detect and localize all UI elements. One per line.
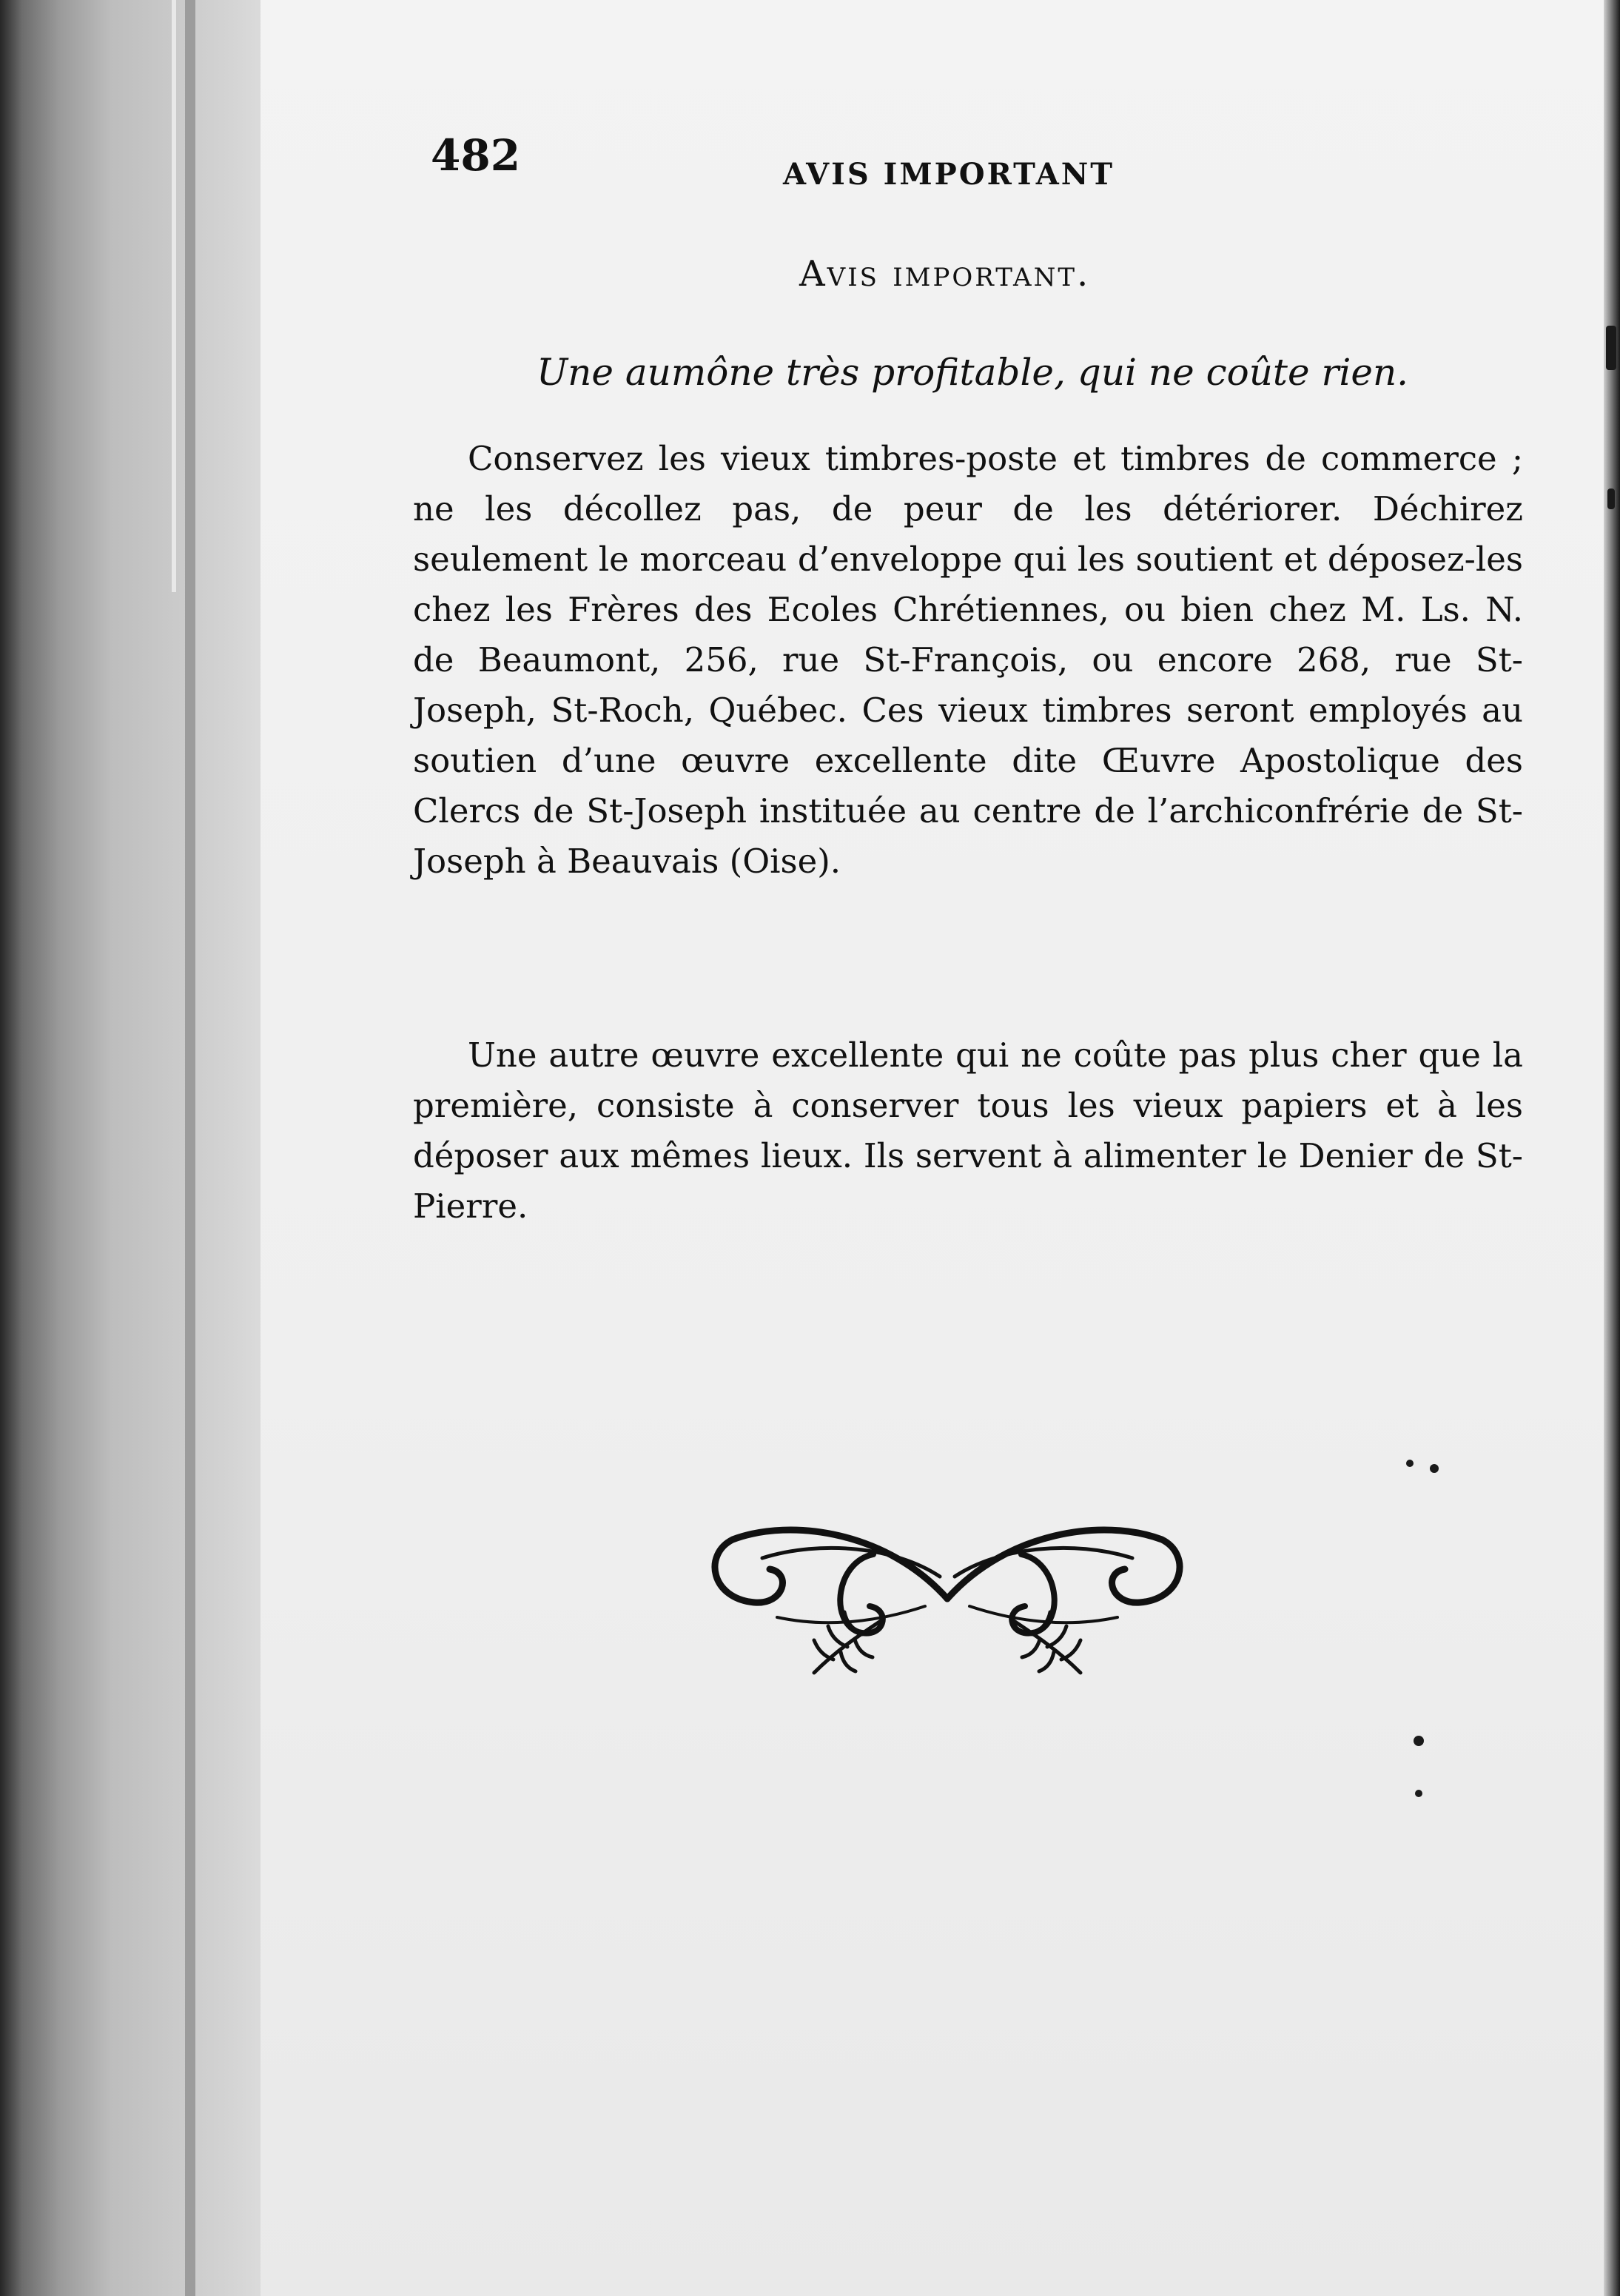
spine-edge	[185, 0, 195, 2296]
floral-flourish-ornament	[703, 1488, 1192, 1680]
page-number: 482	[431, 130, 521, 181]
section-title: Avis important.	[799, 253, 1091, 295]
paragraph-text: Une autre œuvre excellente qui ne coûte pas plus cher que la première, consiste à conserver tous les vieux papiers et à les déposer aux mêmes lieux. Ils servent à alimenter le Denier de St-Pierre.	[413, 1035, 1523, 1226]
scan-speck	[1406, 1460, 1414, 1467]
book-spine	[0, 0, 266, 2296]
scan-speck	[1607, 489, 1615, 509]
scan-speck	[1430, 1464, 1439, 1473]
scan-speck	[1606, 326, 1616, 370]
scan-speck	[1414, 1736, 1424, 1746]
body-paragraph	[413, 1030, 1523, 1232]
scan-speck	[1415, 1790, 1422, 1797]
section-subtitle: Une aumône très profitable, qui ne coûte rien.	[537, 351, 1409, 394]
spine-highlight	[172, 0, 176, 592]
body-paragraph	[413, 434, 1523, 887]
paragraph-text: Conservez les vieux timbres-poste et timbres de commerce ; ne les décollez pas, de peur de les détériorer. Déchirez seulement le morceau d’enveloppe qui les soutient et déposez-les chez les Frères des Ecoles Chrétiennes, ou bien chez M. Ls. N. de Beaumont, 256, rue St-François, ou encore 268, rue St-Joseph, St-Roch, Québec. Ces vieux timbres seront employés au soutien d’une œuvre excellente dite Œuvre Apostolique des Clercs de St-Joseph instituée au centre de l’archiconfrérie de St-Joseph à Beauvais (Oise).	[413, 439, 1523, 881]
running-head: AVIS IMPORTANT	[783, 157, 1115, 192]
